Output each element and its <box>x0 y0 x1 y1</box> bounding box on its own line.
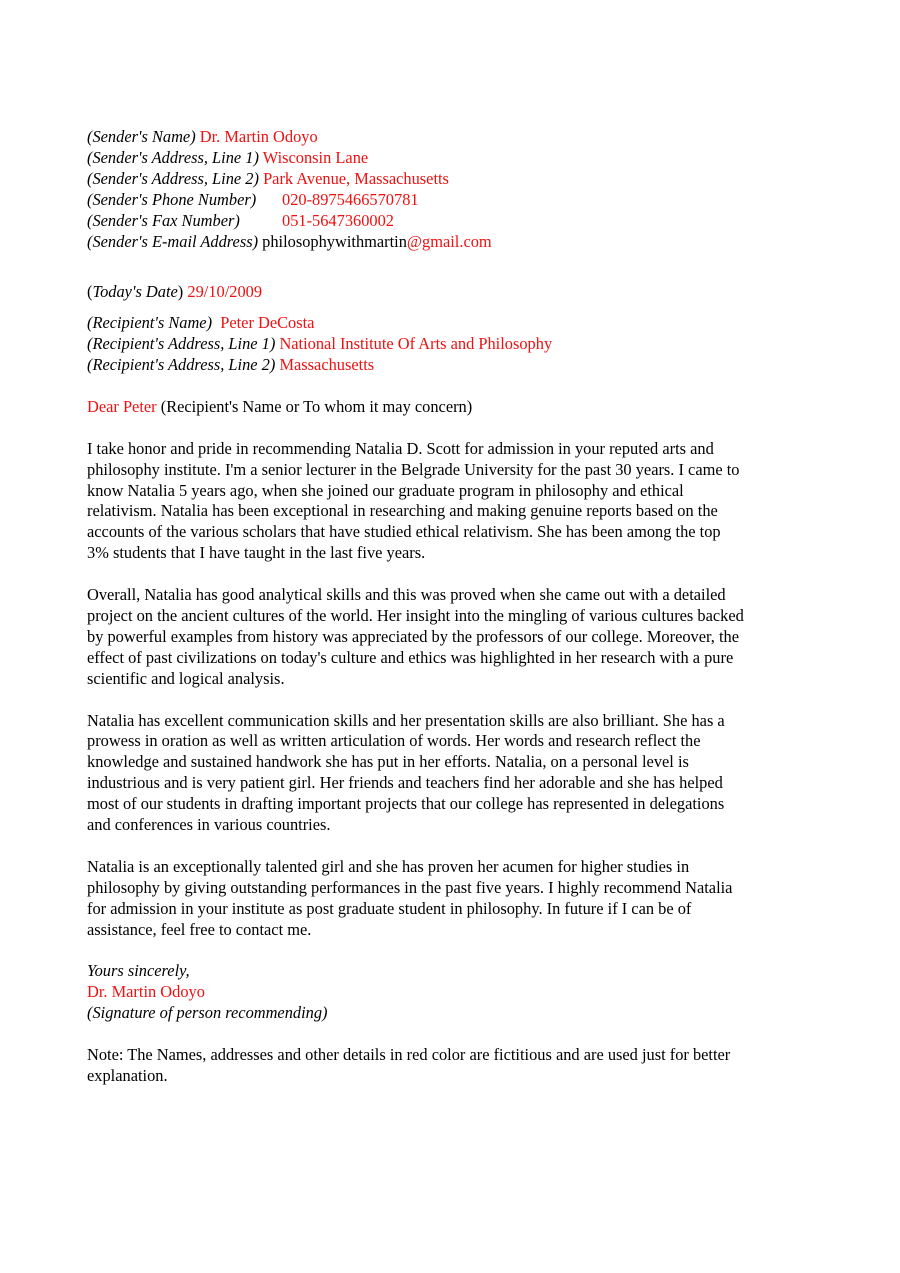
paragraph-line: 3% students that I have taught in the last five years. <box>87 543 426 563</box>
paragraph-line: accounts of the various scholars that have studied ethical relativism. She has been among the top <box>87 522 721 542</box>
sender-name-value: Dr. Martin Odoyo <box>199 127 318 146</box>
sender-address-1-value: Wisconsin Lane <box>262 147 369 167</box>
paragraph-line: philosophy by giving outstanding performances in the past five years. I highly recommend Natalia <box>87 877 733 897</box>
date-value: 29/10/2009 <box>187 282 263 302</box>
recipient-address-line-2 <box>87 355 827 376</box>
recipient-address-1-value: National Institute Of Arts and Philosophy <box>279 334 553 354</box>
valediction: Yours sincerely, <box>87 961 190 981</box>
body-paragraph-2 <box>87 585 827 690</box>
paragraph-line: most of our students in drafting important projects that our college has represented in delegations <box>87 794 725 814</box>
salutation-note: (Recipient's Name or To whom it may concern) <box>160 396 473 416</box>
sender-email-user: philosophywithmartin <box>262 231 407 251</box>
signature-label: (Signature of person recommending) <box>87 1003 328 1023</box>
paragraph-line: Overall, Natalia has good analytical skills and this was proved when she came out with a detailed <box>87 585 726 605</box>
sender-address-line-1 <box>87 148 827 169</box>
recipient-name-value: Peter DeCosta <box>220 313 315 333</box>
footnote <box>87 1045 827 1087</box>
sender-phone-line <box>87 190 827 211</box>
paragraph-line: Natalia has excellent communication skills and her presentation skills are also brilliant. She has a <box>87 710 725 730</box>
sender-name-label: (Sender's Name) <box>87 127 196 146</box>
recipient-address-2-value: Massachusetts <box>279 355 375 375</box>
paragraph-line: project on the ancient cultures of the world. Her insight into the mingling of various cultures backed <box>87 605 744 625</box>
body-paragraph-1 <box>87 439 827 564</box>
footnote-line: explanation. <box>87 1065 168 1085</box>
recipient-block <box>87 313 827 376</box>
sender-address-2-label: (Sender's Address, Line 2) <box>87 168 259 188</box>
signer-name: Dr. Martin Odoyo <box>87 982 205 1002</box>
body-paragraph-3 <box>87 711 827 836</box>
sender-address-1-label: (Sender's Address, Line 1) <box>87 147 259 167</box>
paragraph-line: for admission in your institute as post graduate student in philosophy. In future if I can be of <box>87 898 692 918</box>
closing-block <box>87 961 827 1024</box>
sender-fax-line <box>87 211 827 232</box>
date-open-paren: ( <box>87 282 93 302</box>
paragraph-line: I take honor and pride in recommending Natalia D. Scott for admission in your reputed arts and <box>87 438 714 458</box>
date-label: Today's Date <box>92 282 178 302</box>
recipient-address-line-1 <box>87 334 827 355</box>
paragraph-line: effect of past civilizations on today's culture and ethics was highlighted in her research with a pure <box>87 647 734 667</box>
date-close-paren: ) <box>177 282 184 302</box>
paragraph-line: Natalia is an exceptionally talented girl and she has proven her acumen for higher studies in <box>87 856 690 876</box>
paragraph-line: industrious and is very patient girl. Her friends and teachers find her adorable and she has helped <box>87 773 723 793</box>
sender-fax-value: 051-5647360002 <box>282 210 394 230</box>
sender-fax-label: (Sender's Fax Number) <box>87 210 240 230</box>
sender-name-line <box>87 127 827 148</box>
paragraph-line: and conferences in various countries. <box>87 815 331 835</box>
sender-phone-value: 020-8975466570781 <box>282 189 419 209</box>
sender-email-domain: @gmail.com <box>406 231 492 251</box>
paragraph-line: by powerful examples from history was appreciated by the professors of our college. Moreover, the <box>87 626 740 646</box>
sender-phone-label: (Sender's Phone Number) <box>87 189 257 209</box>
body-paragraph-4 <box>87 857 827 941</box>
paragraph-line: assistance, feel free to contact me. <box>87 919 312 939</box>
paragraph-line: scientific and logical analysis. <box>87 668 285 688</box>
paragraph-line: relativism. Natalia has been exceptional in researching and making genuine reports based on the <box>87 501 718 521</box>
sender-email-label: (Sender's E-mail Address) <box>87 231 259 251</box>
sender-address-2-value: Park Avenue, Massachusetts <box>263 168 449 188</box>
salutation-greeting: Dear Peter <box>87 396 157 416</box>
paragraph-line: philosophy institute. I'm a senior lecturer in the Belgrade University for the past 30 years. I came to <box>87 459 740 479</box>
letter-page <box>87 127 827 1087</box>
footnote-line: Note: The Names, addresses and other details in red color are fictitious and are used just for better <box>87 1044 731 1064</box>
salutation <box>87 397 827 418</box>
sender-email-line <box>87 232 827 253</box>
sender-block <box>87 127 827 252</box>
recipient-address-1-label: (Recipient's Address, Line 1) <box>87 334 276 354</box>
recipient-name-line <box>87 313 827 334</box>
paragraph-line: know Natalia 5 years ago, when she joined our graduate program in philosophy and ethical <box>87 480 684 500</box>
recipient-name-label: (Recipient's Name) <box>87 313 213 333</box>
date-line <box>87 282 827 303</box>
paragraph-line: prowess in oration as well as written articulation of words. Her words and research reflect the <box>87 731 701 751</box>
sender-address-line-2 <box>87 169 827 190</box>
paragraph-line: knowledge and sustained handwork she has put in her efforts. Natalia, on a personal level is <box>87 752 689 772</box>
recipient-address-2-label: (Recipient's Address, Line 2) <box>87 355 276 375</box>
